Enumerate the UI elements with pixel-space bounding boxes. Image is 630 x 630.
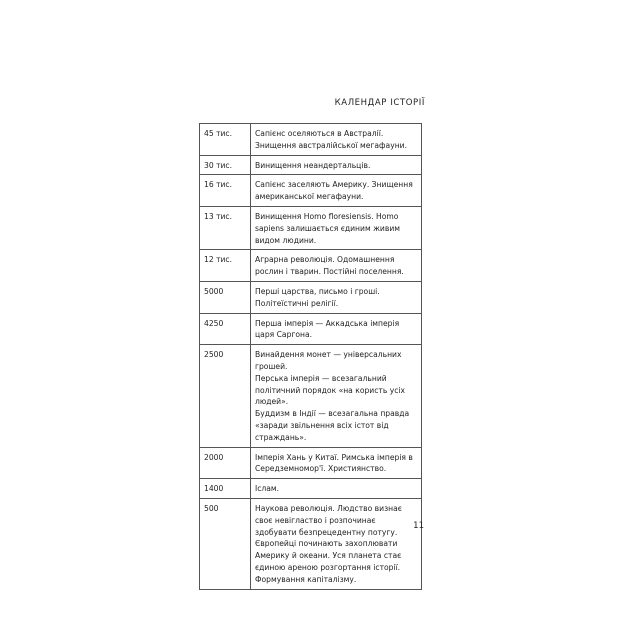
year-cell: 12 тис. [200,250,251,282]
event-text: Буддизм в Індії — всезагальна правда «заради звільнення всіх істот від страждань». [255,409,410,442]
event-text: Винайдення монет — універсальних грошей. [255,350,402,371]
table-row [200,155,422,175]
table-body [200,124,422,590]
year-cell: 2500 [200,345,251,447]
event-cell [251,250,422,282]
event-text: Винищення неандертальців. [255,160,371,170]
event-text: Імперія Хань у Китаї. Римська імперія в Середземномор'ї. Християнство. [255,452,413,474]
year-cell: 2000 [200,447,251,479]
table-row [200,281,422,313]
running-head: КАЛЕНДАР ІСТОРІЇ [334,98,425,108]
year-cell: 16 тис. [200,175,251,207]
event-text: Аграрна революція. Одомашнення рослин і тварин. Постійні поселення. [255,255,404,277]
event-text: Європейці починають захоплювати Америку й океани. Уся планета стає єдиною ареною розгортання історії. Формування капіталізму. [255,539,402,584]
page-number: 11 [413,521,424,531]
event-text: Винищення Homo floresiensis. Homo sapiens залишається єдиним живим видом людини. [255,211,401,245]
year-cell: 500 [200,498,251,589]
event-cell [251,498,422,589]
table-row [200,498,422,589]
table-row [200,175,422,207]
year-cell: 30 тис. [200,155,251,175]
table-row [200,313,422,345]
table-row [200,447,422,479]
event-text: Сапієнс заселяють Америку. Знищення американської мегафауни. [255,180,413,202]
event-text: Перська імперія — всезагальний політичний порядок «на користь усіх людей». [255,373,405,407]
event-text: Перші царства, письмо і гроші. Політеїстичні релігії. [255,286,380,308]
table-row [200,250,422,282]
event-cell [251,479,422,499]
event-text: Сапієнс оселяються в Австралії. Знищення австралійської мегафауни. [255,129,408,150]
table-row [200,345,422,447]
event-cell [251,206,422,249]
event-cell [251,345,422,447]
event-text: Наукова революція. Людство визнає своє невігластво і розпочинає здобувати безпрецедентну потугу. [255,503,402,537]
event-cell [251,281,422,313]
year-cell: 1400 [200,479,251,499]
event-cell [251,155,422,175]
year-cell: 45 тис. [200,124,251,156]
year-cell: 13 тис. [200,206,251,249]
event-cell [251,313,422,345]
event-text: Іслам. [255,484,280,494]
event-cell [251,447,422,479]
table-row [200,479,422,499]
history-calendar-table [199,123,422,590]
event-text: Перша імперія — Аккадська імперія царя Саргона. [255,318,400,340]
year-cell: 5000 [200,281,251,313]
event-cell [251,175,422,207]
year-cell: 4250 [200,313,251,345]
event-cell [251,124,422,156]
table-row [200,124,422,156]
table-row [200,206,422,249]
